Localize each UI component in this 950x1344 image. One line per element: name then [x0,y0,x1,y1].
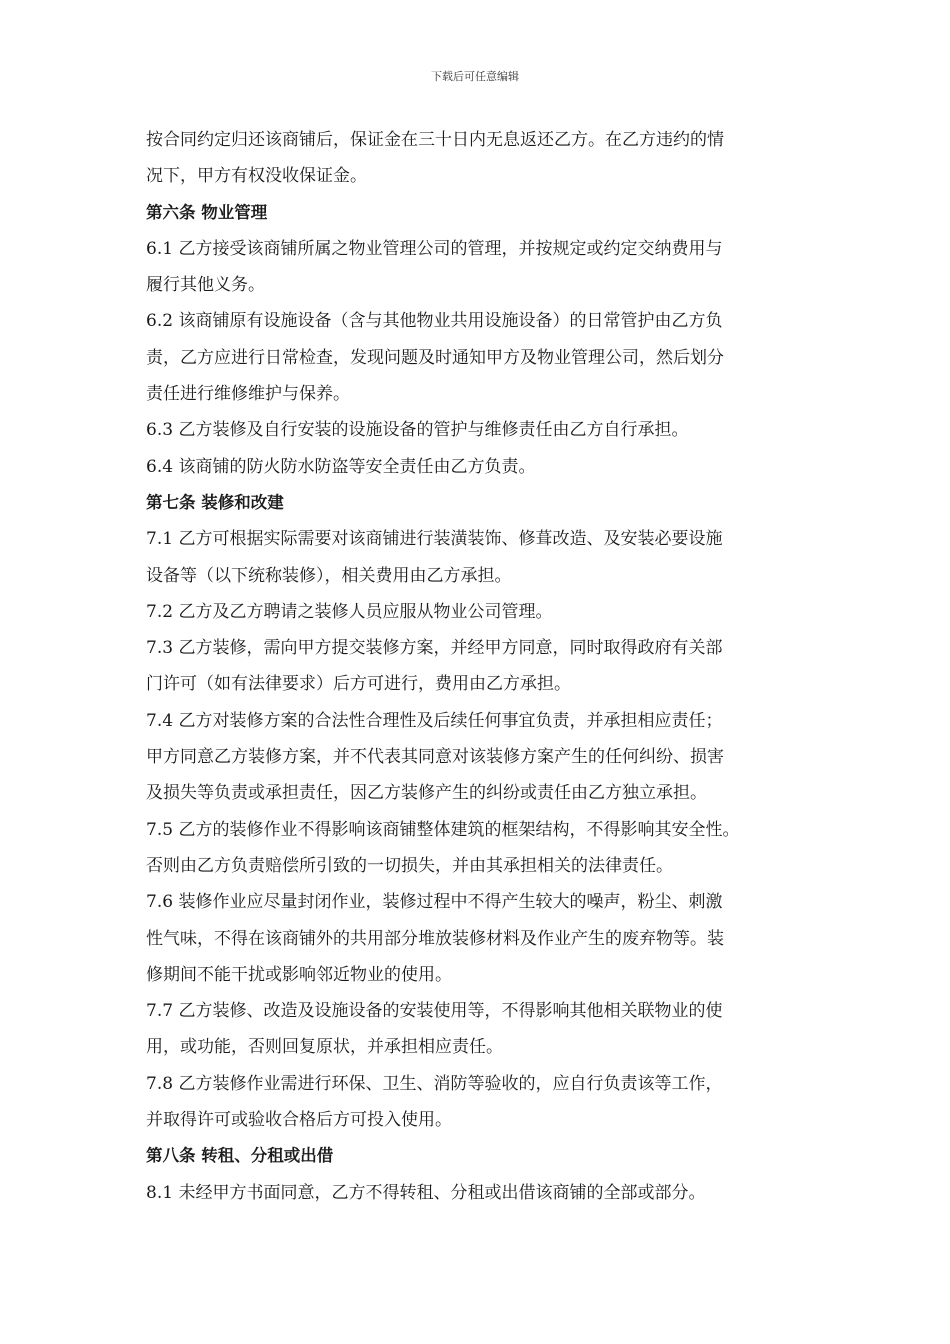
paragraph-line: 性气味，不得在该商铺外的共用部分堆放装修材料及作业产生的废弃物等。装 [146,928,724,949]
paragraph-line: 6.4 该商铺的防火防水防盗等安全责任由乙方负责。 [146,456,536,477]
paragraph-line: 甲方同意乙方装修方案，并不代表其同意对该装修方案产生的任何纠纷、损害 [146,747,724,768]
paragraph-line: 修期间不能干扰或影响邻近物业的使用。 [146,964,452,985]
paragraph-line: 否则由乙方负责赔偿所引致的一切损失，并由其承担相关的法律责任。 [146,855,673,876]
paragraph-line: 责，乙方应进行日常检查，发现问题及时通知甲方及物业管理公司，然后划分 [146,347,724,368]
paragraph-line: 履行其他义务。 [146,275,265,296]
document-body [146,122,814,1211]
paragraph-line: 按合同约定归还该商铺后，保证金在三十日内无息返还乙方。在乙方违约的情 [146,130,724,150]
section-heading: 第八条 转租、分租或出借 [146,1146,334,1166]
paragraph-line: 及损失等负责或承担责任，因乙方装修产生的纠纷或责任由乙方独立承担。 [146,783,707,804]
paragraph-line: 并取得许可或验收合格后方可投入使用。 [146,1110,452,1131]
page-header: 下载后可任意编辑 [431,70,519,83]
paragraph-line: 7.2 乙方及乙方聘请之装修人员应服从物业公司管理。 [146,601,553,622]
paragraph-line: 6.1 乙方接受该商铺所属之物业管理公司的管理，并按规定或约定交纳费用与 [146,238,723,259]
paragraph-line: 7.3 乙方装修，需向甲方提交装修方案，并经甲方同意，同时取得政府有关部 [146,638,723,659]
paragraph-line: 7.5 乙方的装修作业不得影响该商铺整体建筑的框架结构，不得影响其安全性。 [146,819,740,840]
paragraph-line: 用，或功能，否则回复原状，并承担相应责任。 [146,1037,503,1058]
paragraph-line: 设备等（以下统称装修），相关费用由乙方承担。 [146,565,512,586]
paragraph-line: 6.3 乙方装修及自行安装的设施设备的管护与维修责任由乙方自行承担。 [146,420,689,441]
paragraph-line: 7.6 装修作业应尽量封闭作业，装修过程中不得产生较大的噪声，粉尘、刺激 [146,892,723,913]
paragraph-line: 7.7 乙方装修、改造及设施设备的安装使用等，不得影响其他相关联物业的使 [146,1001,723,1022]
paragraph-line: 7.4 乙方对装修方案的合法性合理性及后续任何事宜负责，并承担相应责任； [146,710,723,731]
section-heading: 第六条 物业管理 [146,202,268,222]
paragraph-line: 况下，甲方有权没收保证金。 [146,166,367,187]
paragraph-line: 7.8 乙方装修作业需进行环保、卫生、消防等验收的，应自行负责该等工作， [146,1073,723,1094]
paragraph-line: 6.2 该商铺原有设施设备（含与其他物业共用设施设备）的日常管护由乙方负 [146,311,723,332]
paragraph-line: 责任进行维修维护与保养。 [146,384,350,405]
paragraph-line: 7.1 乙方可根据实际需要对该商铺进行装潢装饰、修葺改造、及安装必要设施 [146,529,723,550]
section-heading: 第七条 装修和改建 [146,492,284,512]
paragraph-line: 8.1 未经甲方书面同意，乙方不得转租、分租或出借该商铺的全部或部分。 [146,1182,706,1203]
paragraph-line: 门许可（如有法律要求）后方可进行，费用由乙方承担。 [146,674,571,695]
